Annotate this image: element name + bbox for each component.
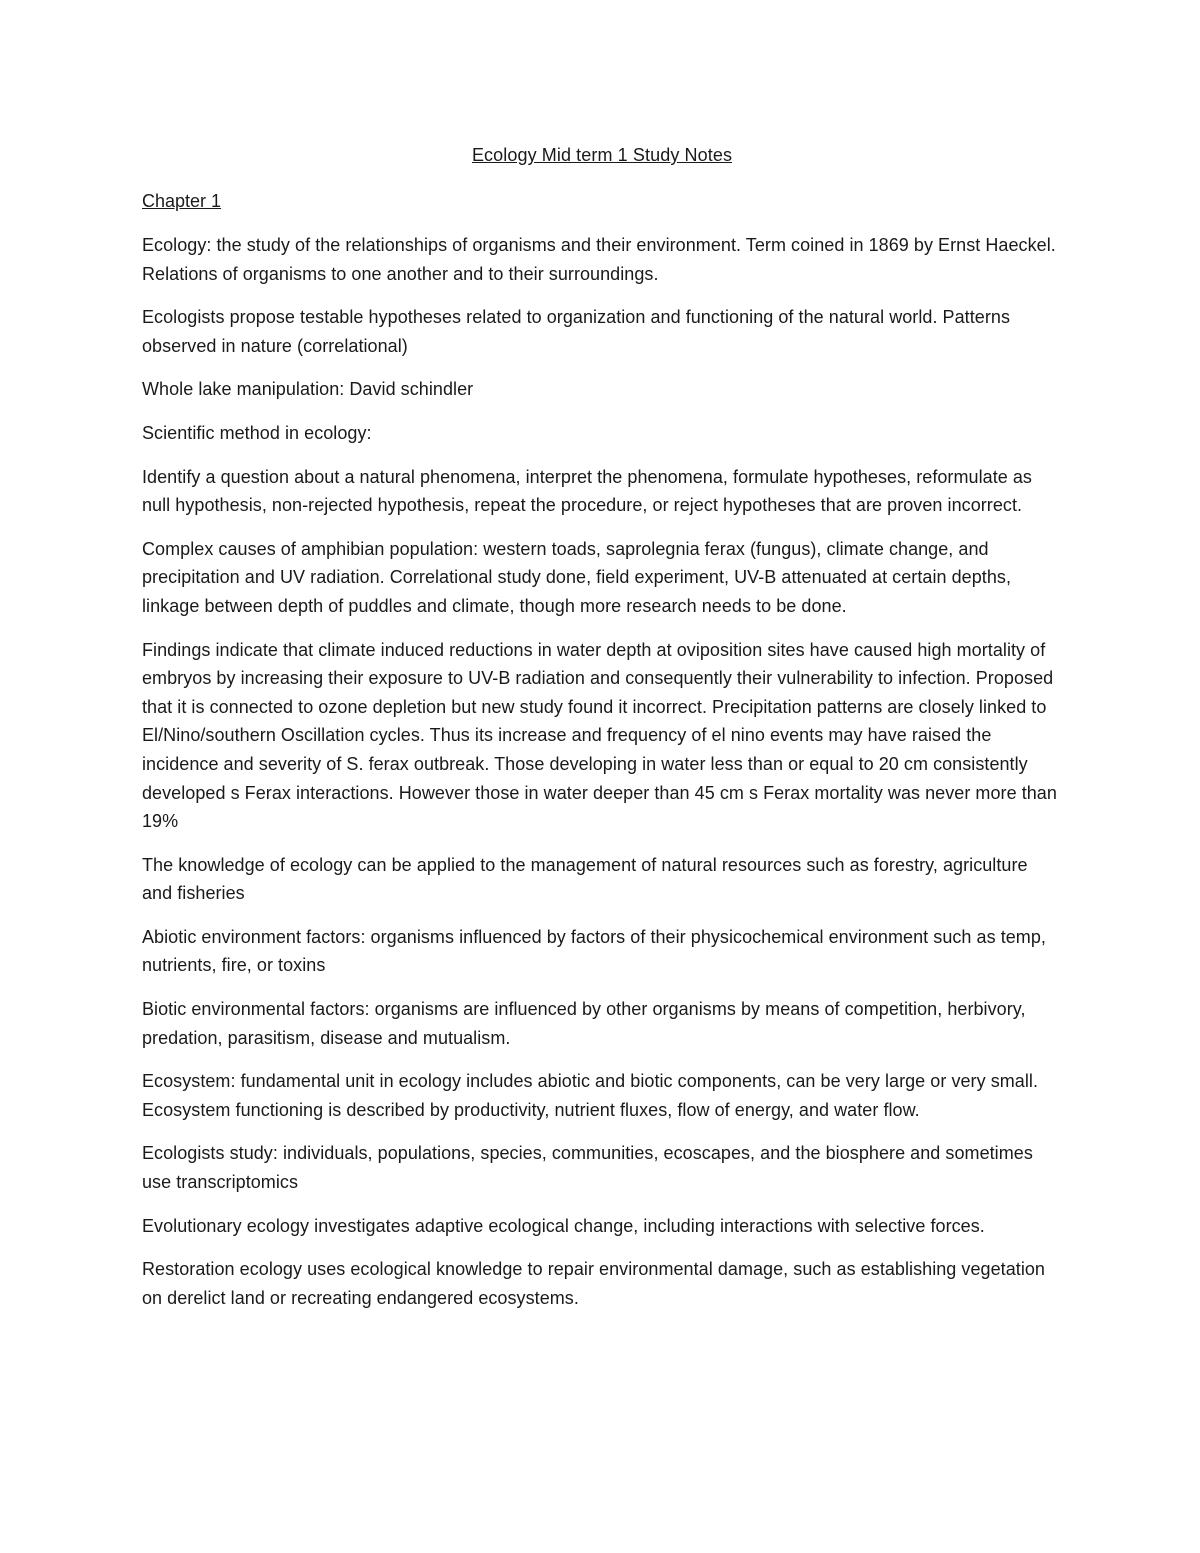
paragraph-hypotheses: Ecologists propose testable hypotheses related to organization and functioning of the natural world. Patterns observed in nature (correlational) <box>142 307 1010 356</box>
paragraph-biotic-factors: Biotic environmental factors: organisms are influenced by other organisms by means of competition, herbivory, predation, parasitism, disease and mutualism. <box>142 999 1026 1048</box>
document-title: Ecology Mid term 1 Study Notes <box>471 145 733 165</box>
paragraph-ecologists-study: Ecologists study: individuals, populations, species, communities, ecoscapes, and the biosphere and sometimes use transcriptomics <box>142 1143 1033 1193</box>
paragraph-ecosystem: Ecosystem: fundamental unit in ecology includes abiotic and biotic components, can be very large or very small. Ecosystem functioning is described by productivity, nutrient fluxes, flow of energy, and water flow. <box>142 1071 1039 1120</box>
paragraph-abiotic-factors: Abiotic environment factors: organisms influenced by factors of their physicochemical environment such as temp, nutrients, fire, or toxins <box>142 926 1046 976</box>
paragraph-scientific-method: Scientific method in ecology: <box>142 422 372 443</box>
paragraph-findings: Findings indicate that climate induced reductions in water depth at oviposition sites have caused high mortality of embryos by increasing their exposure to UV-B radiation and consequently their vulnerability to infection. Proposed that it is connected to ozone depletion but new study found it incorrect. Precipitation patterns are closely linked to El/Nino/southern Oscillation cycles. Thus its increase and frequency of el nino events may have raised the incidence and severity of S. ferax outbreak. Those developing in water less than or equal to 20 cm consistently developed s Ferax interactions. However those in water deeper than 45 cm s Ferax mortality was never more than 19% <box>142 639 1057 832</box>
paragraph-applied-ecology: The knowledge of ecology can be applied to the management of natural resources such as forestry, agriculture and fisheries <box>142 854 1028 904</box>
paragraph-amphibian-causes: Complex causes of amphibian population: western toads, saprolegnia ferax (fungus), climate change, and precipitation and UV radiation. Correlational study done, field experiment, UV-B attenuated at certain depths, linkage between depth of puddles and climate, though more research needs to be done. <box>142 538 1012 616</box>
document-body <box>142 141 1062 1327</box>
paragraph-restoration-ecology: Restoration ecology uses ecological knowledge to repair environmental damage, such as establishing vegetation on derelict land or recreating endangered ecosystems. <box>142 1259 1045 1308</box>
paragraph-ecology-definition: Ecology: the study of the relationships of organisms and their environment. Term coined in 1869 by Ernst Haeckel. Relations of organisms to one another and to their surroundings. <box>142 235 1056 284</box>
paragraph-method-steps: Identify a question about a natural phenomena, interpret the phenomena, formulate hypotheses, reformulate as null hypothesis, non-rejected hypothesis, repeat the procedure, or reject hypotheses that are proven incorrect. <box>142 466 1032 516</box>
paragraph-evolutionary-ecology: Evolutionary ecology investigates adaptive ecological change, including interactions with selective forces. <box>142 1215 985 1236</box>
paragraph-whole-lake: Whole lake manipulation: David schindler <box>142 379 474 400</box>
chapter-heading: Chapter 1 <box>142 191 222 211</box>
